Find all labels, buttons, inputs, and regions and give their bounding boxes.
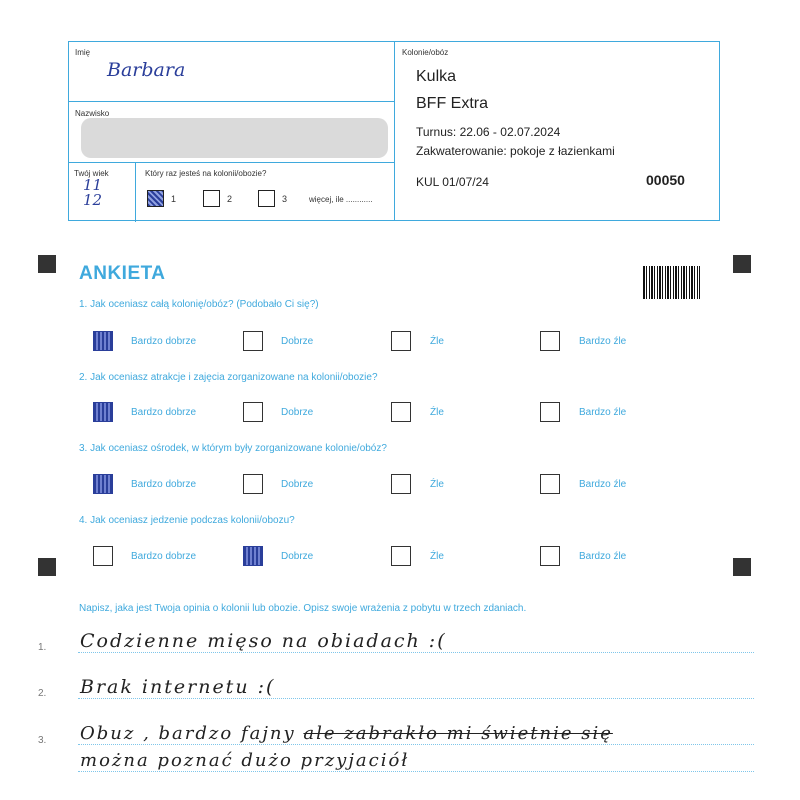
camp-name: Kulka	[416, 68, 457, 85]
camp-variant: BFF Extra	[416, 95, 489, 112]
option-label: Bardzo źle	[579, 551, 627, 562]
answer3-text: Obuz , bardzo fajny	[80, 723, 296, 744]
question-3: 3. Jak oceniasz ośrodek, w którym były zorganizowane kolonie/obóz?	[79, 443, 387, 454]
last-name-label: Nazwisko	[75, 109, 110, 118]
q3-option-bardzo-zle[interactable]	[540, 474, 560, 494]
writing-line	[78, 652, 754, 653]
q2-option-bardzo-dobrze[interactable]	[93, 402, 113, 422]
option-label: Dobrze	[281, 479, 314, 490]
first-name-label: Imię	[75, 48, 91, 57]
answer-line-1[interactable]: Codzienne mięso na obiadach :(	[80, 630, 447, 652]
question-4: 4. Jak oceniasz jedzenie podczas kolonii/obozu?	[79, 515, 295, 526]
question-1: 1. Jak oceniasz całą kolonię/obóz? (Podobało Ci się?)	[79, 299, 319, 310]
writing-line	[78, 698, 754, 699]
writing-line	[78, 744, 754, 745]
option-label: Bardzo źle	[579, 479, 627, 490]
divider	[135, 162, 136, 222]
option-label: Źle	[430, 407, 444, 418]
form-number: 00050	[646, 172, 685, 188]
times-label: Który raz jesteś na kolonii/obozie?	[145, 169, 267, 178]
question-2: 2. Jak oceniasz atrakcje i zajęcia zorganizowane na kolonii/obozie?	[79, 372, 378, 383]
times-option-2: 2	[227, 194, 233, 204]
option-label: Bardzo dobrze	[131, 336, 197, 347]
times-option-1: 1	[171, 194, 177, 204]
option-label: Źle	[430, 479, 444, 490]
accommodation: Zakwaterowanie: pokoje z łazienkami	[416, 144, 615, 158]
line-number: 3.	[38, 735, 47, 746]
q4-option-bardzo-dobrze[interactable]	[93, 546, 113, 566]
answer3-crossed-out: ale zabrakło mi świetnie się	[303, 723, 613, 744]
registration-marker	[38, 558, 56, 576]
q1-option-zle[interactable]	[391, 331, 411, 351]
last-name-field-redacted[interactable]	[81, 118, 388, 158]
registration-marker	[38, 255, 56, 273]
camp-code: KUL 01/07/24	[416, 175, 489, 189]
camp-label: Kolonie/obóz	[402, 48, 449, 57]
line-number: 2.	[38, 688, 47, 699]
survey-title: ANKIETA	[79, 263, 166, 284]
q4-option-dobrze[interactable]	[243, 546, 263, 566]
q3-option-dobrze[interactable]	[243, 474, 263, 494]
registration-marker	[733, 558, 751, 576]
q2-option-bardzo-zle[interactable]	[540, 402, 560, 422]
q3-option-bardzo-dobrze[interactable]	[93, 474, 113, 494]
q1-option-bardzo-zle[interactable]	[540, 331, 560, 351]
q2-option-dobrze[interactable]	[243, 402, 263, 422]
q1-option-dobrze[interactable]	[243, 331, 263, 351]
option-label: Bardzo dobrze	[131, 479, 197, 490]
divider	[69, 162, 395, 163]
first-name-field[interactable]: Barbara	[107, 59, 186, 81]
registration-marker	[733, 255, 751, 273]
q4-option-bardzo-zle[interactable]	[540, 546, 560, 566]
line-number: 1.	[38, 642, 47, 653]
turnus-dates: Turnus: 22.06 - 02.07.2024	[416, 125, 561, 139]
option-label: Źle	[430, 551, 444, 562]
times-checkbox-3[interactable]	[258, 190, 275, 207]
barcode	[643, 266, 700, 299]
q4-option-zle[interactable]	[391, 546, 411, 566]
age-field[interactable]: 11 12	[83, 176, 103, 209]
option-label: Bardzo dobrze	[131, 407, 197, 418]
times-more-label: więcej, ile ............	[309, 195, 373, 204]
option-label: Dobrze	[281, 407, 314, 418]
q2-option-zle[interactable]	[391, 402, 411, 422]
answer-line-3-continued[interactable]: można poznać dużo przyjaciół	[80, 750, 410, 771]
option-label: Bardzo dobrze	[131, 551, 197, 562]
q1-option-bardzo-dobrze[interactable]	[93, 331, 113, 351]
answer-line-3[interactable]	[80, 723, 613, 744]
times-checkbox-1[interactable]	[147, 190, 164, 207]
option-label: Dobrze	[281, 551, 314, 562]
divider	[69, 101, 395, 102]
times-checkbox-2[interactable]	[203, 190, 220, 207]
age-label: Twój wiek	[74, 169, 109, 178]
writing-line	[78, 771, 754, 772]
q3-option-zle[interactable]	[391, 474, 411, 494]
answer-line-2[interactable]: Brak internetu :(	[80, 676, 276, 698]
option-label: Bardzo źle	[579, 336, 627, 347]
times-option-3: 3	[282, 194, 288, 204]
option-label: Dobrze	[281, 336, 314, 347]
opinion-prompt: Napisz, jaka jest Twoja opinia o kolonii lub obozie. Opisz swoje wrażenia z pobytu w trzech zdaniach.	[79, 603, 527, 614]
option-label: Źle	[430, 336, 444, 347]
participant-info-box	[68, 41, 720, 221]
divider	[394, 42, 395, 220]
option-label: Bardzo źle	[579, 407, 627, 418]
